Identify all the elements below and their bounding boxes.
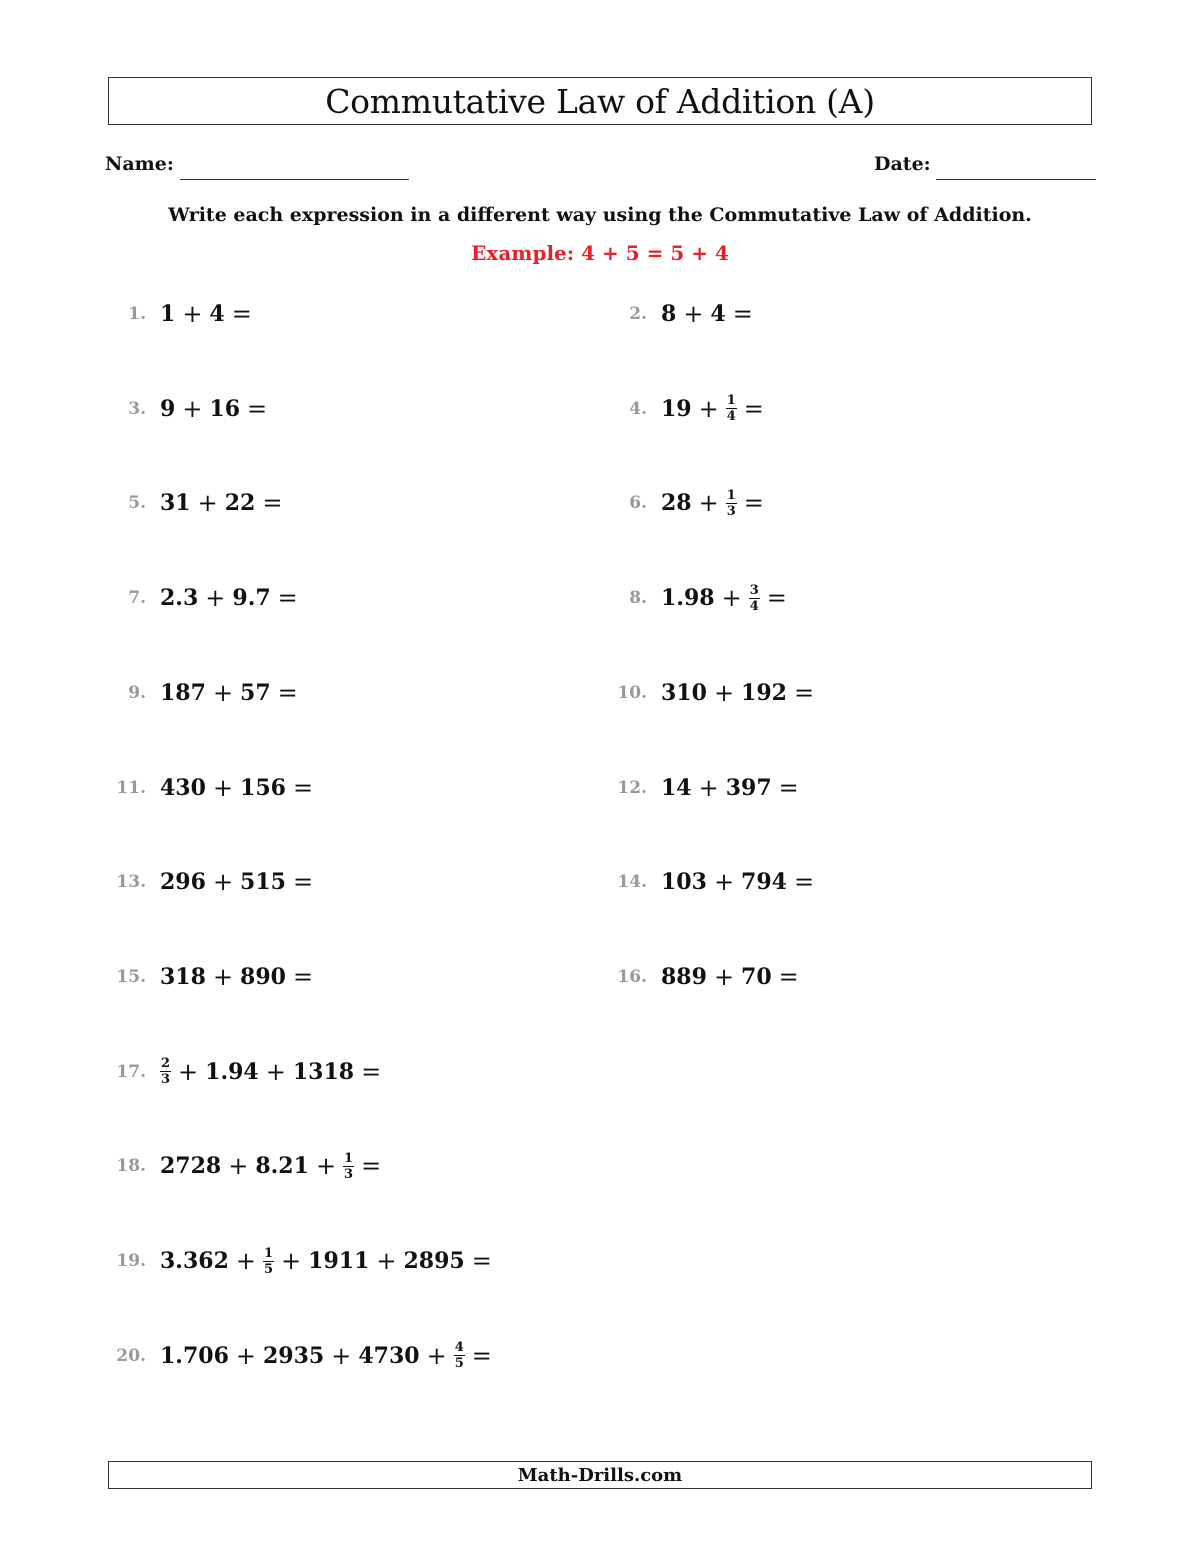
fraction-numerator: 1 [264,1245,274,1261]
fraction-numerator: 3 [749,582,759,598]
number-term: 57 [240,679,271,706]
plus-sign: + [721,584,742,613]
fraction-denominator: 3 [344,1166,354,1182]
plus-sign: + [331,1341,352,1370]
problem-number: 7. [128,588,146,609]
fraction-term [263,1247,274,1276]
equals-sign: = [793,678,815,707]
number-term: 1911 [308,1248,370,1274]
plus-sign: + [235,1247,256,1275]
problem-number: 2. [629,304,647,324]
plus-sign: + [315,1152,337,1181]
fraction-denominator: 3 [726,503,736,519]
plus-sign: + [182,394,203,423]
number-term: 4730 [358,1342,420,1369]
equals-sign: = [292,773,314,802]
plus-sign: + [426,1341,447,1370]
equals-sign: = [778,773,799,802]
plus-sign: + [698,489,719,518]
problem-item [100,294,259,334]
plus-sign: + [713,962,735,991]
number-term: 1 [160,301,176,327]
equals-sign: = [361,1057,382,1086]
number-term: 515 [240,869,286,896]
number-term: 19 [661,395,692,422]
problem-item [100,1146,388,1186]
problem-number: 13. [116,872,146,893]
equals-sign: = [292,962,314,991]
problem-expression [160,1057,388,1086]
plus-sign: + [178,1057,199,1086]
problem-expression [160,774,320,802]
fraction-term [726,394,737,423]
problem-number: 3. [128,398,146,419]
number-term: 890 [240,963,286,990]
plus-sign: + [698,773,719,802]
equals-sign: = [743,489,764,518]
fraction-numerator: 2 [161,1056,171,1072]
problem-number: 1. [128,304,146,324]
plus-sign: + [713,868,735,897]
equals-sign: = [778,962,799,991]
problem-number: 10. [617,682,647,703]
problem-item [100,1336,499,1376]
fraction-denominator: 4 [726,409,736,425]
equals-sign: = [262,489,283,518]
problem-item [601,957,806,997]
number-term: 192 [741,679,787,706]
problem-expression [661,868,821,896]
number-term: 28 [661,490,692,517]
name-field[interactable] [180,179,409,180]
problem-expression [160,584,305,612]
problem-expression [160,395,274,423]
equals-sign: = [471,1247,492,1275]
example-text: Example: 4 + 5 = 5 + 4 [471,241,729,265]
problem-number: 8. [629,588,647,609]
problem-item [100,768,320,808]
fraction-denominator: 3 [161,1072,171,1088]
problem-item [100,389,274,429]
equals-sign: = [277,678,298,707]
fraction-denominator: 5 [454,1356,464,1372]
number-term: 296 [160,869,206,896]
problem-item [601,483,771,523]
problem-number: 17. [116,1061,146,1082]
equals-sign: = [793,868,815,897]
date-field[interactable] [936,179,1096,180]
fraction-numerator: 1 [726,393,736,409]
number-term: 9 [160,395,176,422]
equals-sign: = [277,584,298,613]
problem-item [100,483,289,523]
equals-sign: = [292,868,314,897]
number-term: 889 [661,963,707,990]
footer-box [108,1461,1092,1489]
number-term: 2728 [160,1153,222,1180]
plus-sign: + [197,489,218,518]
plus-sign: + [228,1152,249,1181]
problem-number: 16. [617,966,647,987]
number-term: 31 [160,490,191,517]
number-term: 310 [661,679,707,706]
number-term: 156 [240,774,286,801]
plus-sign: + [281,1247,302,1275]
equals-sign: = [247,394,268,423]
fraction-term [749,584,760,613]
plus-sign: + [683,300,704,328]
problem-expression [661,584,794,613]
fraction-numerator: 1 [726,487,736,503]
problem-expression [160,489,289,517]
equals-sign: = [732,300,753,328]
problem-item [100,578,305,618]
plus-sign: + [212,678,234,707]
problem-item [100,957,320,997]
equals-sign: = [743,394,764,423]
equals-sign: = [471,1341,492,1370]
worksheet-title-box [108,77,1092,125]
number-term: 1.98 [661,585,715,612]
number-term: 70 [741,963,772,990]
problem-item [100,1052,388,1092]
number-term: 8 [661,301,677,327]
problem-expression [160,1341,499,1370]
problem-expression [160,868,320,896]
problem-number: 18. [116,1156,146,1177]
problem-number: 20. [116,1345,146,1366]
fraction-denominator: 5 [264,1261,274,1277]
problem-expression [661,679,821,707]
plus-sign: + [182,300,203,328]
equals-sign: = [766,584,787,613]
number-term: 1.94 [205,1058,259,1085]
number-term: 1.706 [160,1342,229,1369]
problem-expression [661,300,760,328]
plus-sign: + [376,1247,397,1275]
problem-item [601,389,771,429]
fraction-numerator: 4 [454,1340,464,1356]
problem-number: 11. [116,777,146,798]
problem-item [601,862,821,902]
problem-number: 14. [617,872,647,893]
number-term: 1318 [292,1058,355,1085]
problem-item [100,1241,499,1281]
number-term: 397 [725,774,772,801]
number-term: 430 [160,774,206,801]
plus-sign: + [212,962,234,991]
footer-text: Math-Drills.com [517,1464,683,1486]
problem-number: 19. [116,1251,146,1271]
problem-expression [661,489,771,518]
date-label: Date: [874,153,931,175]
problem-expression [160,1152,388,1181]
worksheet-title: Commutative Law of Addition (A) [325,81,875,121]
equals-sign: = [361,1152,382,1181]
number-term: 9.7 [232,585,271,612]
fraction-term [343,1152,354,1181]
problem-item [601,294,760,334]
number-term: 4 [209,301,225,327]
problem-item [100,673,305,713]
problem-expression [160,1247,499,1276]
fraction-term [454,1341,465,1370]
plus-sign: + [265,1057,286,1086]
problem-number: 6. [629,493,647,514]
problem-number: 12. [617,777,647,798]
problem-expression [160,679,305,707]
name-label: Name: [105,153,174,175]
problem-expression [661,394,771,423]
instructions: Write each expression in a different way using the Commutative Law of Addition. [168,204,1032,226]
number-term: 4 [710,301,726,327]
problem-number: 5. [128,493,146,514]
number-term: 8.21 [255,1153,309,1180]
number-term: 2895 [403,1248,465,1274]
number-term: 3.362 [160,1248,229,1274]
problem-expression [661,963,806,991]
problem-number: 9. [128,682,146,703]
number-term: 318 [160,963,206,990]
problem-number: 4. [629,398,647,419]
fraction-term [726,489,737,518]
fraction-denominator: 4 [749,598,759,614]
problem-item [601,673,821,713]
number-term: 2.3 [160,585,199,612]
problem-number: 15. [116,966,146,987]
number-term: 22 [224,490,256,517]
number-term: 794 [741,869,787,896]
fraction-term [160,1057,171,1086]
plus-sign: + [212,773,234,802]
problem-expression [160,300,259,328]
number-term: 2935 [263,1342,325,1369]
problem-item [601,578,794,618]
plus-sign: + [235,1341,256,1370]
plus-sign: + [212,868,234,897]
problem-item [601,768,806,808]
problem-expression [160,963,320,991]
number-term: 187 [160,679,206,706]
number-term: 16 [209,395,241,422]
equals-sign: = [231,300,252,328]
fraction-numerator: 1 [344,1150,354,1166]
problem-expression [661,774,806,802]
number-term: 103 [661,869,707,896]
number-term: 14 [661,774,692,801]
plus-sign: + [698,394,719,423]
problem-item [100,862,320,902]
plus-sign: + [713,678,735,707]
plus-sign: + [205,584,226,613]
